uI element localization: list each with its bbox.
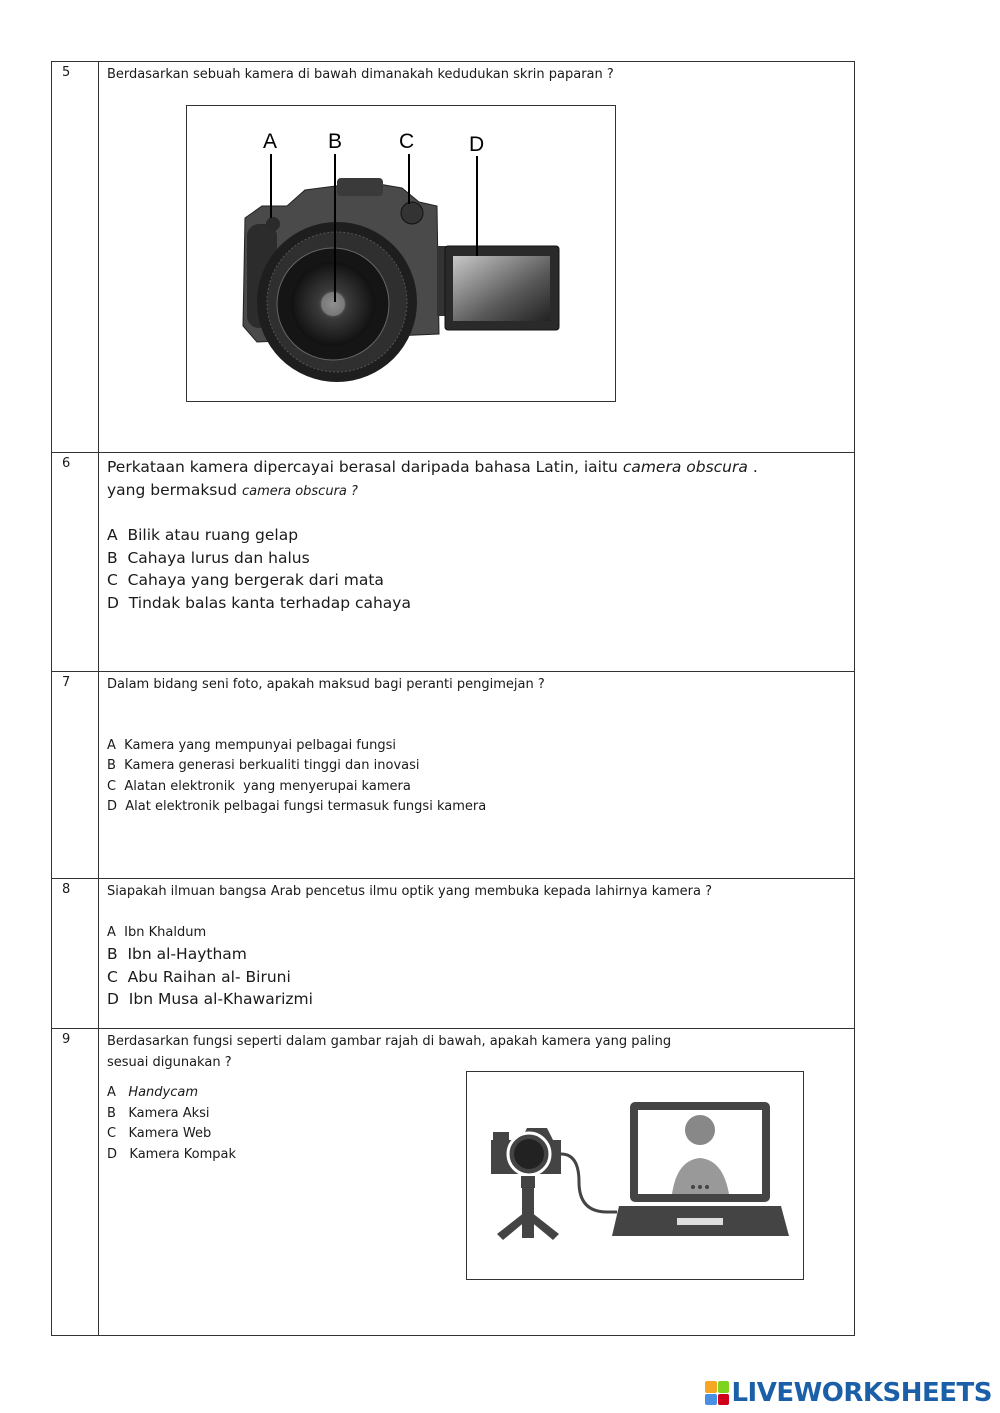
question-table: [51, 61, 855, 1336]
webcam-figure-frame: [466, 1071, 804, 1280]
option-b[interactable]: B Kamera Aksi: [107, 1105, 210, 1121]
question-text-line2: yang bermaksud camera obscura ?: [107, 480, 358, 499]
liveworksheets-logo-icon: [705, 1381, 729, 1405]
liveworksheets-brand: [705, 1378, 992, 1408]
question-row-8: [52, 879, 855, 1029]
question-text: Berdasarkan fungsi seperti dalam gambar rajah di bawah, apakah kamera yang paling: [107, 1034, 672, 1049]
option-a[interactable]: A Kamera yang mempunyai pelbagai fungsi: [107, 737, 397, 753]
question-text-line2: sesuai digunakan ?: [107, 1054, 232, 1070]
label-b: B: [328, 130, 343, 153]
label-c: C: [399, 130, 415, 153]
question-row-6: [52, 453, 855, 672]
question-row-5: [52, 62, 855, 453]
question-row-7: [52, 672, 855, 879]
label-d: D: [469, 133, 485, 156]
option-c[interactable]: C Abu Raihan al- Biruni: [107, 967, 291, 986]
option-c[interactable]: C Alatan elektronik yang menyerupai kamera: [107, 778, 411, 794]
question-text: Perkataan kamera dipercayai berasal daripada bahasa Latin, iaitu camera obscura .: [107, 458, 758, 476]
option-c[interactable]: C Kamera Web: [107, 1126, 212, 1141]
option-b[interactable]: B Ibn al-Haytham: [107, 945, 247, 963]
liveworksheets-wordmark: LIVEWORKSHEETS: [731, 1378, 992, 1408]
question-text: Dalam bidang seni foto, apakah maksud bagi peranti pengimejan ?: [107, 677, 545, 692]
question-number: 9: [52, 1029, 99, 1336]
camera-figure-frame: [186, 105, 616, 402]
question-number: 8: [52, 879, 99, 1029]
question-number: 5: [52, 62, 99, 453]
question-number: 6: [52, 453, 99, 672]
option-d[interactable]: D Ibn Musa al-Khawarizmi: [107, 990, 313, 1008]
option-b[interactable]: B Cahaya lurus dan halus: [107, 548, 310, 567]
dslr-camera-image: [187, 106, 614, 400]
question-number: 7: [52, 672, 99, 879]
option-d[interactable]: D Alat elektronik pelbagai fungsi termasuk fungsi kamera: [107, 799, 487, 814]
option-a[interactable]: A Ibn Khaldum: [107, 924, 207, 940]
option-c[interactable]: C Cahaya yang bergerak dari mata: [107, 571, 384, 589]
option-d[interactable]: D Tindak balas kanta terhadap cahaya: [107, 593, 411, 612]
option-a[interactable]: A Bilik atau ruang gelap: [107, 526, 299, 544]
option-a[interactable]: A Handycam: [107, 1085, 199, 1100]
question-text: Siapakah ilmuan bangsa Arab pencetus ilmu optik yang membuka kepada lahirnya kamera ?: [107, 884, 713, 899]
webcam-laptop-image: [467, 1072, 802, 1278]
option-d[interactable]: D Kamera Kompak: [107, 1146, 237, 1162]
option-b[interactable]: B Kamera generasi berkualiti tinggi dan inovasi: [107, 758, 420, 773]
label-a: A: [263, 130, 278, 153]
question-row-9: [52, 1029, 855, 1336]
question-text: Berdasarkan sebuah kamera di bawah dimanakah kedudukan skrin paparan ?: [107, 67, 614, 82]
